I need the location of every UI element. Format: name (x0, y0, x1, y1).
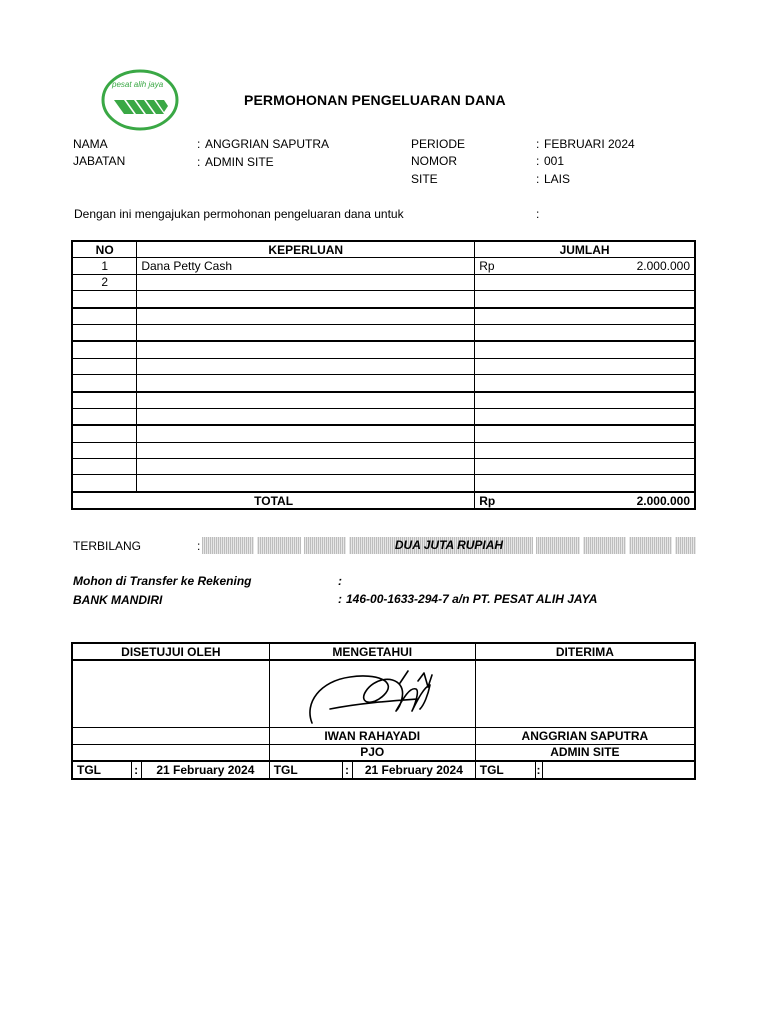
disetujui-header: DISETUJUI OLEH (72, 643, 269, 660)
intro-text: Dengan ini mengajukan permohonan pengeluaran dana untuk (74, 207, 404, 221)
transfer-label: Mohon di Transfer ke Rekening (73, 574, 252, 588)
row-currency: Rp (479, 259, 495, 274)
total-row (72, 492, 695, 509)
diterima-signature-box (475, 660, 695, 728)
items-table (71, 240, 696, 510)
table-header-row (72, 241, 695, 258)
row-amount: 2.000.000 (636, 259, 690, 274)
mengetahui-signature-box (269, 660, 475, 728)
colon: : (536, 762, 541, 777)
colon: : (536, 172, 540, 186)
table-row (72, 459, 695, 475)
colon: : (338, 574, 342, 588)
no-header: NO (72, 241, 137, 258)
tgl-label: TGL (72, 761, 132, 778)
account-number: 146-00-1633-294-7 a/n PT. PESAT ALIH JAYA (346, 592, 598, 606)
colon: : (536, 207, 540, 221)
table-row (72, 425, 695, 442)
nama-value: ANGGRIAN SAPUTRA (205, 137, 330, 151)
logo-text: pesat alih jaya (112, 80, 164, 89)
date-disetujui: 21 February 2024 (142, 761, 270, 778)
table-row (72, 442, 695, 458)
colon: : (536, 154, 540, 168)
table-row (72, 258, 695, 274)
mengetahui-header: MENGETAHUI (269, 643, 475, 660)
site-label: SITE (411, 172, 438, 186)
table-row (72, 274, 695, 290)
colon: : (197, 155, 201, 169)
colon: : (197, 539, 201, 553)
jabatan-label: JABATAN (73, 154, 126, 168)
table-row (72, 392, 695, 409)
row-keperluan (137, 274, 475, 290)
nomor-value: 001 (544, 154, 565, 168)
disetujui-signature-box (72, 660, 269, 728)
diterima-name: ANGGRIAN SAPUTRA (475, 728, 695, 744)
row-no: 2 (72, 274, 137, 290)
date-diterima (542, 761, 695, 778)
table-row (72, 408, 695, 425)
site-value: LAIS (544, 172, 571, 186)
page-title: PERMOHONAN PENGELUARAN DANA (244, 92, 506, 108)
row-jumlah (475, 274, 695, 290)
row-keperluan: Dana Petty Cash (137, 258, 475, 274)
mengetahui-name: IWAN RAHAYADI (269, 728, 475, 744)
terbilang-value: DUA JUTA RUPIAH (394, 538, 504, 552)
total-jumlah (475, 492, 695, 509)
approval-header-row (72, 643, 695, 660)
diterima-header: DITERIMA (475, 643, 695, 660)
date-row (72, 761, 695, 778)
role-row (72, 744, 695, 761)
approval-table (71, 642, 696, 780)
tgl-label: TGL (269, 761, 342, 778)
company-logo (100, 68, 180, 132)
table-row (72, 324, 695, 341)
nomor-label: NOMOR (411, 154, 457, 168)
keperluan-header: KEPERLUAN (137, 241, 475, 258)
tgl-label: TGL (475, 761, 535, 778)
periode-label: PERIODE (411, 137, 466, 151)
table-row (72, 308, 695, 325)
table-row (72, 341, 695, 358)
total-amount: 2.000.000 (636, 493, 690, 508)
colon: : (132, 761, 142, 778)
signature-row (72, 660, 695, 728)
nama-label: NAMA (73, 137, 108, 151)
total-label: TOTAL (72, 492, 475, 509)
mengetahui-role: PJO (269, 744, 475, 761)
date-mengetahui: 21 February 2024 (353, 761, 476, 778)
handwritten-signature (300, 663, 450, 729)
periode-value: FEBRUARI 2024 (544, 137, 635, 151)
jumlah-header: JUMLAH (475, 241, 695, 258)
terbilang-label: TERBILANG (73, 539, 142, 553)
row-jumlah (475, 258, 695, 274)
name-row (72, 728, 695, 744)
jabatan-value: ADMIN SITE (205, 155, 274, 169)
terbilang-field (202, 537, 696, 554)
diterima-role: ADMIN SITE (475, 744, 695, 761)
table-row (72, 291, 695, 308)
table-row (72, 358, 695, 374)
table-row (72, 375, 695, 392)
bank-name: BANK MANDIRI (73, 593, 163, 607)
colon: : (536, 137, 540, 151)
colon: : (197, 137, 201, 151)
row-no: 1 (72, 258, 137, 274)
colon: : (343, 761, 353, 778)
total-currency: Rp (479, 493, 496, 508)
colon: : (338, 592, 342, 606)
table-row (72, 475, 695, 492)
